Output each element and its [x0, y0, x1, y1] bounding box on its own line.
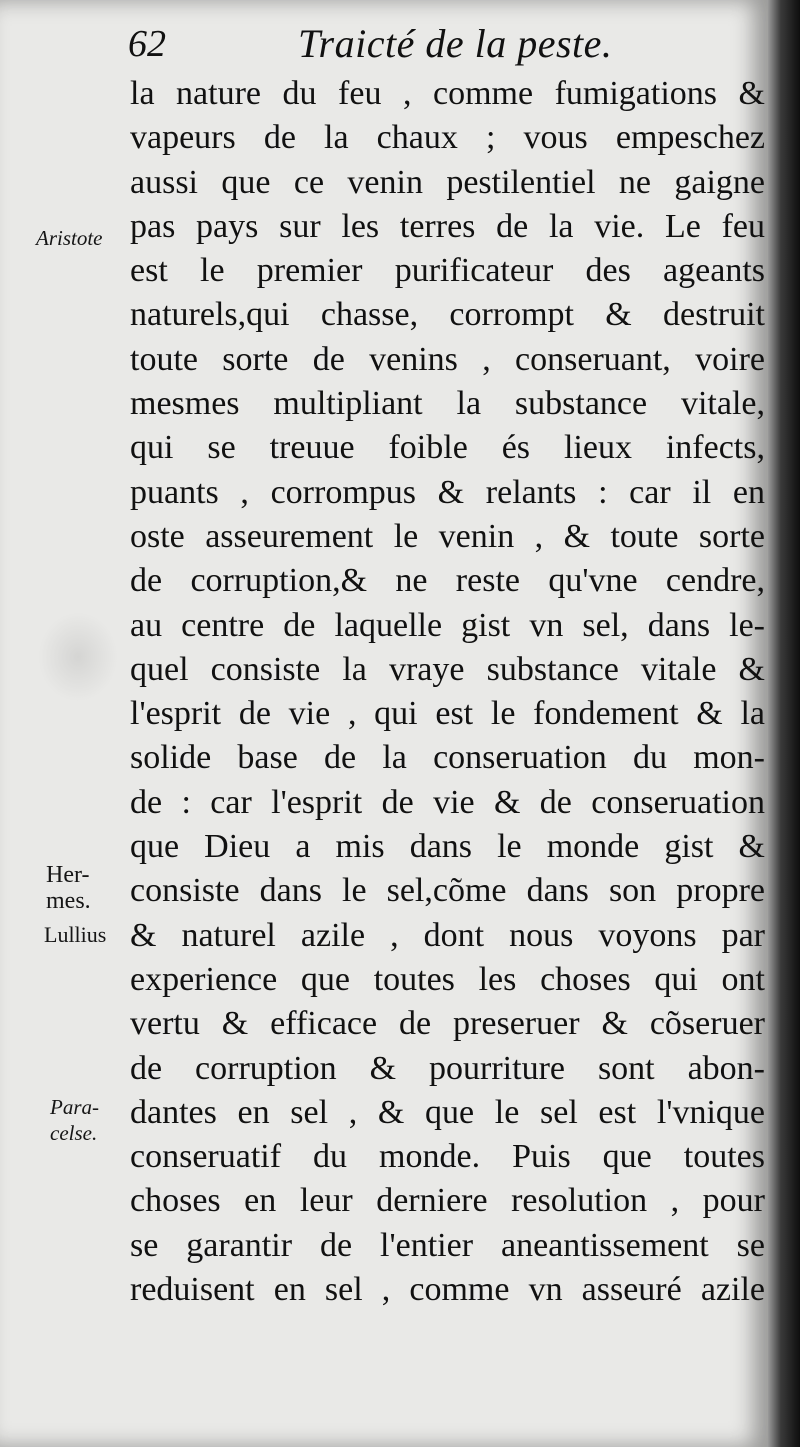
sidenote-aristote-text: Aristote [36, 226, 103, 250]
text-line: toute sorte de venins , conseruant, voire [130, 340, 765, 378]
text-line: qui se treuue foible és lieux infects, [130, 429, 765, 467]
text-line: puants , corrompus & relants : car il en [130, 473, 765, 511]
text-line: reduisent en sel , comme vn asseuré azile [130, 1271, 765, 1309]
sidenote-paracelse-line-1: Para- [50, 1095, 99, 1119]
text-line: que Dieu a mis dans le monde gist & [130, 828, 765, 866]
bleed-through-shadow [38, 612, 118, 702]
text-line: est le premier purificateur des ageants [130, 252, 765, 290]
text-line: experience que toutes les choses qui ont [130, 960, 765, 998]
text-line: solide base de la conseruation du mon- [130, 739, 765, 777]
page-number: 62 [128, 23, 166, 65]
sidenote-paracelse [50, 1094, 99, 1146]
text-line: de corruption & pourriture sont abon- [130, 1049, 765, 1087]
text-line: consiste dans le sel,cõme dans son propre [130, 872, 765, 910]
text-line: quel consiste la vraye substance vitale & [130, 650, 765, 688]
text-line: & naturel azile , dont nous voyons par [130, 916, 765, 954]
page-edge-shadow [768, 0, 800, 1447]
text-line: choses en leur derniere resolution , pour [130, 1182, 765, 1220]
text-line: oste asseurement le venin , & toute sorte [130, 517, 765, 555]
text-line: conseruatif du monde. Puis que toutes [130, 1138, 765, 1176]
sidenote-hermes [46, 862, 91, 914]
text-line: de corruption,& ne reste qu'vne cendre, [130, 562, 765, 600]
text-line: au centre de laquelle gist vn sel, dans le- [130, 606, 765, 644]
sidenote-hermes-line-1: Her- [46, 862, 90, 888]
sidenote-aristote [36, 225, 103, 251]
page-header [120, 14, 760, 74]
sidenote-hermes-line-2: mes. [46, 888, 91, 914]
text-line: pas pays sur les terres de la vie. Le feu [130, 207, 765, 245]
text-line: naturels,qui chasse, corrompt & destruit [130, 296, 765, 334]
text-line: de : car l'esprit de vie & de conseruation [130, 783, 765, 821]
text-line: vertu & efficace de preseruer & cõseruer [130, 1005, 765, 1043]
text-line: vapeurs de la chaux ; vous empeschez [130, 119, 765, 157]
text-line: mesmes multipliant la substance vitale, [130, 385, 765, 423]
text-line: la nature du feu , comme fumigations & [130, 75, 765, 112]
text-line: l'esprit de vie , qui est le fondement & la [130, 695, 765, 733]
text-line: se garantir de l'entier aneantissement se [130, 1226, 765, 1264]
text-line: aussi que ce venin pestilentiel ne gaigne [130, 163, 765, 201]
running-title: Traicté de la peste. [298, 21, 613, 66]
body-text [130, 72, 765, 1312]
sidenote-lullius [44, 922, 106, 948]
sidenote-paracelse-line-2: celse. [50, 1121, 98, 1145]
sidenote-lullius-text: Lullius [44, 922, 107, 947]
text-line: dantes en sel , & que le sel est l'vnique [130, 1093, 765, 1131]
